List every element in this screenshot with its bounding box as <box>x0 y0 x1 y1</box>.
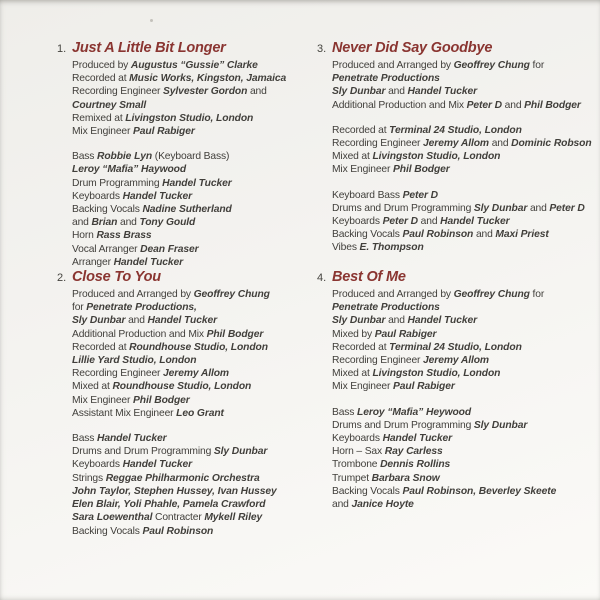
credit-name: Geoffrey Chung <box>453 60 530 71</box>
credit-name: Brian <box>91 217 118 229</box>
credit-role: Produced and Arranged by <box>332 289 454 301</box>
track-section-4 <box>317 269 583 511</box>
credit-role: and <box>527 202 550 214</box>
track-heading <box>57 40 309 56</box>
credit-line <box>72 314 309 327</box>
credit-role: Keyboards <box>72 459 123 471</box>
credit-line <box>332 458 583 471</box>
track-title: Never Did Say Goodbye <box>332 40 493 56</box>
credit-line <box>332 485 583 498</box>
credit-role: Mix Engineer <box>332 381 394 393</box>
credit-role: and <box>501 99 525 111</box>
credit-name: Handel Tucker <box>97 433 167 445</box>
credit-line <box>332 59 583 72</box>
track-title: Close To You <box>72 269 161 286</box>
credit-role: Mix Engineer <box>72 394 134 406</box>
credit-name: Paul Robinson <box>142 525 214 537</box>
credit-line <box>72 367 309 380</box>
credit-line <box>72 112 309 125</box>
credit-role: Drum Programming <box>72 177 163 189</box>
credit-line <box>332 228 583 241</box>
credit-role: Recording Engineer <box>72 368 164 380</box>
credit-role: Recording Engineer <box>332 138 424 150</box>
credit-name: Sly Dunbar <box>473 419 528 431</box>
credit-line <box>72 177 309 190</box>
credit-name: Phil Bodger <box>524 99 581 111</box>
credit-role: Keyboards <box>72 190 123 202</box>
credit-role: and <box>473 229 496 241</box>
credit-line <box>72 458 309 471</box>
credit-line <box>332 472 583 485</box>
credit-name: Dean Fraser <box>140 243 199 255</box>
credit-line <box>332 406 583 419</box>
credit-name: John Taylor, Stephen Hussey, Ivan Hussey <box>72 485 277 497</box>
scan-speck <box>150 19 153 22</box>
credit-name: Terminal 24 Studio, London <box>389 341 522 353</box>
credit-role: Produced by <box>72 60 131 71</box>
credit-name: Jeremy Allom <box>423 355 489 367</box>
credit-name: Sylvester Gordon <box>163 86 248 98</box>
credit-name: Sly Dunbar <box>332 86 386 98</box>
credit-role: for <box>529 289 545 301</box>
credit-name: Dominic Robson <box>511 138 592 150</box>
credit-role: Mixed at <box>332 368 373 380</box>
credit-line <box>332 215 583 228</box>
credit-line <box>72 485 309 498</box>
credit-name: Penetrate Productions <box>332 302 440 314</box>
credit-line <box>332 354 583 367</box>
credit-line <box>332 380 583 393</box>
credit-name: Mykell Riley <box>204 512 263 524</box>
credit-name: Terminal 24 Studio, London <box>389 124 522 136</box>
credit-role: Recorded at <box>72 73 130 85</box>
credit-line <box>332 189 583 202</box>
credit-name: Handel Tucker <box>407 315 477 327</box>
credit-name: Nadine Sutherland <box>142 204 232 216</box>
credit-line <box>332 288 583 301</box>
credit-name: Tony Gould <box>139 217 196 229</box>
credit-line <box>72 163 309 176</box>
credit-name: Sly Dunbar <box>213 446 268 458</box>
credit-role: Trombone <box>332 459 381 471</box>
track-title: Best Of Me <box>332 269 406 286</box>
credit-role: and <box>488 138 512 150</box>
credit-role: Mixed at <box>332 151 373 163</box>
credit-line <box>72 341 309 354</box>
credit-role: Mixed at <box>72 381 113 393</box>
credit-line <box>72 472 309 485</box>
credit-role: Drums and Drum Programming <box>332 419 474 431</box>
credit-role: Mixed by <box>332 328 375 340</box>
track-number: 4. <box>317 272 327 285</box>
credit-line <box>72 432 309 445</box>
credit-line <box>332 241 583 254</box>
track-credits-grid <box>57 40 592 538</box>
credit-name: Handel Tucker <box>122 190 193 202</box>
credit-line <box>72 99 309 112</box>
credit-block <box>317 288 583 394</box>
credit-role: and <box>125 315 148 327</box>
credit-role: Horn <box>72 230 97 242</box>
credit-name: Courtney Small <box>72 99 147 111</box>
track-heading <box>317 40 583 56</box>
credit-name: Augustus “Gussie” Clarke <box>130 60 258 71</box>
credit-name: Sly Dunbar <box>332 315 386 327</box>
credit-name: Handel Tucker <box>440 216 510 228</box>
credit-name: Jeremy Allom <box>423 138 489 150</box>
credit-name: Handel Tucker <box>113 256 184 268</box>
credit-role: and <box>117 217 140 229</box>
credit-name: Dennis Rollins <box>380 459 451 471</box>
track-number: 2. <box>57 272 67 285</box>
credit-role: Recording Engineer <box>72 86 164 98</box>
credit-role: Bass <box>332 406 358 418</box>
credit-role: Drums and Drum Programming <box>72 446 214 458</box>
credit-name: Handel Tucker <box>122 459 193 471</box>
credit-line <box>332 99 583 112</box>
credit-line <box>332 85 583 98</box>
track-number: 1. <box>57 43 67 55</box>
credit-line <box>72 203 309 216</box>
credit-role: Backing Vocals <box>72 204 143 216</box>
credit-line <box>332 124 583 137</box>
credit-line <box>72 216 309 229</box>
credit-role: Assistant Mix Engineer <box>72 407 177 419</box>
credit-line <box>72 85 309 98</box>
credit-role: Vocal Arranger <box>72 243 141 255</box>
credit-line <box>72 301 309 314</box>
credit-role: and <box>332 499 352 511</box>
credit-name: Phil Bodger <box>206 328 264 340</box>
credit-name: Livingston Studio, London <box>125 112 254 124</box>
credit-role: Horn – Sax <box>332 446 385 458</box>
credit-name: Ray Carless <box>384 446 443 458</box>
credit-name: Peter D <box>382 216 418 228</box>
credit-role: and <box>385 86 408 98</box>
credit-name: Handel Tucker <box>407 86 477 98</box>
credit-block <box>317 189 583 255</box>
credit-role: Additional Production and Mix <box>72 328 207 340</box>
credit-line <box>72 407 309 420</box>
credit-line <box>72 256 309 269</box>
credit-line <box>72 394 309 407</box>
credit-role: Recording Engineer <box>332 355 424 367</box>
credit-name: Leroy “Mafia” Heywood <box>357 406 472 418</box>
track-section-3 <box>317 40 592 269</box>
credit-line <box>332 341 583 354</box>
credit-role: and <box>385 315 408 327</box>
credit-name: Paul Rabiger <box>393 381 455 393</box>
credit-line <box>332 419 583 432</box>
credit-name: Sly Dunbar <box>473 202 528 214</box>
credit-role: (Keyboard Bass) <box>152 151 230 163</box>
credit-name: Paul Robinson, Beverley Skeete <box>402 485 557 497</box>
credit-role: Bass <box>72 433 98 445</box>
credit-name: Sara Loewenthal <box>72 512 153 524</box>
credit-role: Keyboard Bass <box>332 189 403 201</box>
credit-name: Handel Tucker <box>382 433 453 445</box>
credit-line <box>332 328 583 341</box>
credit-role: Arranger <box>72 256 114 268</box>
credit-role: Remixed at <box>72 112 126 124</box>
credit-line <box>72 511 309 524</box>
credit-name: Reggae Philharmonic Orchestra <box>105 472 260 484</box>
credit-name: Robbie Lyn <box>97 151 153 163</box>
credit-line <box>332 445 583 458</box>
credit-line <box>332 314 583 327</box>
credit-line <box>332 72 583 85</box>
credit-name: Paul Rabiger <box>374 328 437 340</box>
credit-line <box>72 229 309 242</box>
credit-role: Recorded at <box>332 124 390 136</box>
credit-role: Contracter <box>152 512 205 524</box>
credit-role: Recorded at <box>72 341 130 353</box>
credit-line <box>332 432 583 445</box>
credit-role: for <box>529 60 545 71</box>
credit-role: and <box>417 216 441 228</box>
credit-name: Paul Rabiger <box>133 126 195 138</box>
track-number: 3. <box>317 43 327 55</box>
credit-block <box>57 432 309 538</box>
credit-role: Produced and Arranged by <box>332 60 454 71</box>
track-title: Just A Little Bit Longer <box>72 40 226 56</box>
credit-line <box>332 150 583 163</box>
credit-line <box>332 202 583 215</box>
credit-name: Paul Robinson <box>402 229 474 241</box>
credit-line <box>72 288 309 301</box>
credit-name: Rass Brass <box>96 230 152 242</box>
credit-name: Peter D <box>466 99 502 111</box>
credit-name: E. Thompson <box>359 242 424 254</box>
credit-name: Roundhouse Studio, London <box>129 341 268 353</box>
credit-line <box>332 301 583 314</box>
credit-role: and <box>72 217 92 229</box>
credit-role: Recorded at <box>332 341 390 353</box>
credit-name: Maxi Priest <box>495 229 549 241</box>
credit-name: Janice Hoyte <box>351 499 414 511</box>
credit-line <box>72 59 309 72</box>
credit-name: Music Works, Kingston, Jamaica <box>129 73 287 85</box>
credit-role: Additional Production and Mix <box>332 99 467 111</box>
credit-name: Barbara Snow <box>371 472 440 484</box>
credit-role: Strings <box>72 472 106 484</box>
credit-role: and <box>247 86 267 98</box>
credit-name: Phil Bodger <box>393 164 450 176</box>
credit-line <box>332 367 583 380</box>
credit-line <box>72 150 309 163</box>
credit-role: Mix Engineer <box>332 164 394 176</box>
track-heading <box>317 269 583 285</box>
credit-block <box>317 59 583 112</box>
track-section-2 <box>57 269 309 538</box>
credit-name: Phil Bodger <box>133 394 190 406</box>
credit-name: Sly Dunbar <box>72 315 126 327</box>
credit-name: Leo Grant <box>176 407 224 419</box>
credit-name: Elen Blair, Yoli Phahle, Pamela Crawford <box>72 499 266 511</box>
credit-line <box>72 445 309 458</box>
credit-name: Peter D <box>549 202 585 214</box>
credit-name: Handel Tucker <box>147 315 217 327</box>
credit-role: Bass <box>72 151 98 163</box>
credit-role: Backing Vocals <box>72 525 143 537</box>
credit-role: Trumpet <box>332 472 372 484</box>
credit-line <box>332 163 583 176</box>
credit-line <box>72 525 309 538</box>
credit-line <box>332 498 583 511</box>
credit-role: Backing Vocals <box>332 229 403 241</box>
credit-line <box>72 498 309 511</box>
credit-line <box>72 354 309 367</box>
track-heading <box>57 269 309 285</box>
credit-line <box>72 72 309 85</box>
credit-line <box>72 328 309 341</box>
credit-name: Peter D <box>402 189 438 201</box>
credit-name: Livingston Studio, London <box>372 368 501 380</box>
credit-role: for <box>72 302 87 314</box>
track-section-1 <box>57 40 309 269</box>
credit-name: Lillie Yard Studio, London <box>72 355 197 367</box>
credit-name: Jeremy Allom <box>163 368 229 380</box>
credit-name: Roundhouse Studio, London <box>112 381 252 393</box>
credit-role: Drums and Drum Programming <box>332 202 474 214</box>
credit-block <box>57 288 309 420</box>
credit-block <box>317 124 592 177</box>
credit-block <box>57 150 309 269</box>
credit-line <box>72 243 309 256</box>
credit-line <box>332 137 592 150</box>
credit-name: Geoffrey Chung <box>453 289 530 301</box>
credit-block <box>57 59 309 138</box>
credit-role: Backing Vocals <box>332 485 403 497</box>
credit-role: Produced and Arranged by <box>72 289 194 301</box>
credit-name: Penetrate Productions, <box>86 302 197 314</box>
credit-role: Keyboards <box>332 216 383 228</box>
credit-block <box>317 406 583 512</box>
credit-name: Handel Tucker <box>162 177 232 189</box>
credit-line <box>72 125 309 138</box>
credit-name: Penetrate Productions <box>332 73 440 85</box>
credit-role: Vibes <box>332 242 360 254</box>
credit-role: Keyboards <box>332 433 383 445</box>
credit-line <box>72 190 309 203</box>
credit-line <box>72 380 309 393</box>
credit-name: Geoffrey Chung <box>193 289 270 301</box>
credit-name: Leroy “Mafia” Haywood <box>72 164 187 176</box>
credit-name: Livingston Studio, London <box>372 151 501 163</box>
credit-role: Mix Engineer <box>72 126 134 138</box>
